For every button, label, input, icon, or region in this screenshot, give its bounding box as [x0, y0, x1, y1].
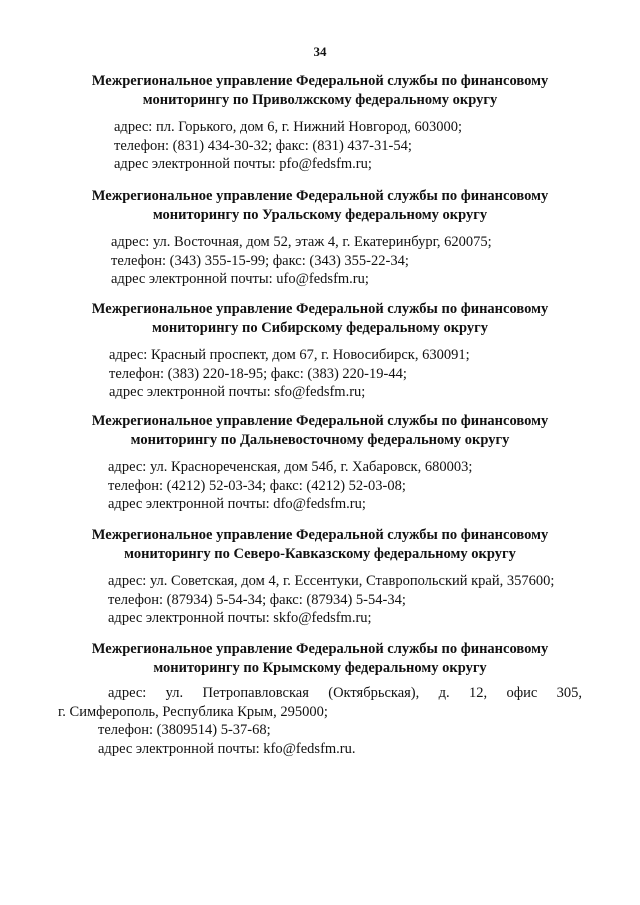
phone-fax: телефон: (4212) 52-03-34; факс: (4212) 52-03-08; [108, 477, 406, 494]
email-address: адрес электронной почты: dfo@fedsfm.ru; [108, 496, 366, 512]
section-heading [0, 412, 640, 450]
address-word: 305, [556, 685, 582, 701]
contact-block [0, 346, 640, 402]
section-heading [0, 640, 640, 678]
heading-line: мониторингу по Крымскому федеральному округу [153, 660, 487, 676]
section-dalnevostochny [0, 412, 640, 514]
phone-fax: телефон: (383) 220-18-95; факс: (383) 220-19-44; [109, 365, 407, 382]
email-address: адрес электронной почты: skfo@fedsfm.ru; [108, 610, 372, 626]
heading-line: Межрегиональное управление Федеральной службы по финансовому [91, 188, 549, 204]
contact-block [0, 572, 640, 628]
postal-address [0, 684, 640, 703]
email-address: адрес электронной почты: sfo@fedsfm.ru; [109, 384, 366, 400]
postal-address: адрес: ул. Восточная, дом 52, этаж 4, г. Екатеринбург, 620075; [111, 234, 492, 250]
section-heading [0, 526, 640, 564]
address-word: адрес: [108, 685, 147, 701]
heading-line: Межрегиональное управление Федеральной службы по финансовому [91, 527, 549, 543]
heading-line: мониторингу по Приволжскому федеральному округу [142, 92, 498, 108]
postal-address: адрес: Красный проспект, дом 67, г. Новосибирск, 630091; [109, 347, 470, 363]
address-word: Петропавловская [202, 685, 309, 701]
section-heading [0, 72, 640, 110]
section-privolzhsky [0, 72, 640, 174]
postal-address: адрес: ул. Краснореченская, дом 54б, г. Хабаровск, 680003; [108, 459, 473, 475]
page-number: 34 [313, 44, 327, 59]
address-word: офис [506, 685, 538, 701]
postal-address-continuation: г. Симферополь, Республика Крым, 295000; [58, 703, 328, 720]
phone-fax: телефон: (343) 355-15-99; факс: (343) 355-22-34; [111, 252, 409, 269]
heading-line: Межрегиональное управление Федеральной службы по финансовому [91, 73, 549, 89]
heading-line: мониторингу по Сибирскому федеральному округу [151, 320, 489, 336]
postal-address: адрес: пл. Горького, дом 6, г. Нижний Новгород, 603000; [114, 119, 463, 135]
section-severo-kavkazsky [0, 526, 640, 628]
heading-line: мониторингу по Северо-Кавказскому федеральному округу [124, 546, 516, 562]
postal-address: адрес: ул. Советская, дом 4, г. Ессентуки, Ставропольский край, 357600; [108, 573, 555, 589]
section-sibirsky [0, 300, 640, 402]
section-uralsky [0, 187, 640, 289]
email-address: адрес электронной почты: pfo@fedsfm.ru; [114, 156, 372, 172]
phone-fax: телефон: (831) 434-30-32; факс: (831) 437-31-54; [114, 137, 412, 154]
heading-line: мониторингу по Уральскому федеральному округу [152, 207, 488, 223]
heading-line: Межрегиональное управление Федеральной службы по финансовому [91, 413, 549, 429]
section-heading [0, 300, 640, 338]
contact-block [0, 118, 640, 174]
contact-block [0, 684, 640, 758]
heading-line: мониторингу по Дальневосточному федеральному округу [130, 432, 510, 448]
address-word: (Октябрьская), [328, 685, 420, 701]
email-address: адрес электронной почты: ufo@fedsfm.ru; [111, 271, 369, 287]
phone-fax: телефон: (87934) 5-54-34; факс: (87934) 5-54-34; [108, 591, 406, 608]
email-address: адрес электронной почты: kfo@fedsfm.ru. [98, 740, 356, 757]
phone-fax: телефон: (3809514) 5-37-68; [98, 722, 271, 738]
address-word: д. [438, 685, 450, 701]
section-krymsky [0, 640, 640, 758]
contact-block [0, 458, 640, 514]
address-word: 12, [468, 685, 488, 701]
section-heading [0, 187, 640, 225]
address-word: ул. [165, 685, 184, 701]
contact-block [0, 233, 640, 289]
heading-line: Межрегиональное управление Федеральной службы по финансовому [91, 301, 549, 317]
heading-line: Межрегиональное управление Федеральной службы по финансовому [91, 641, 549, 657]
